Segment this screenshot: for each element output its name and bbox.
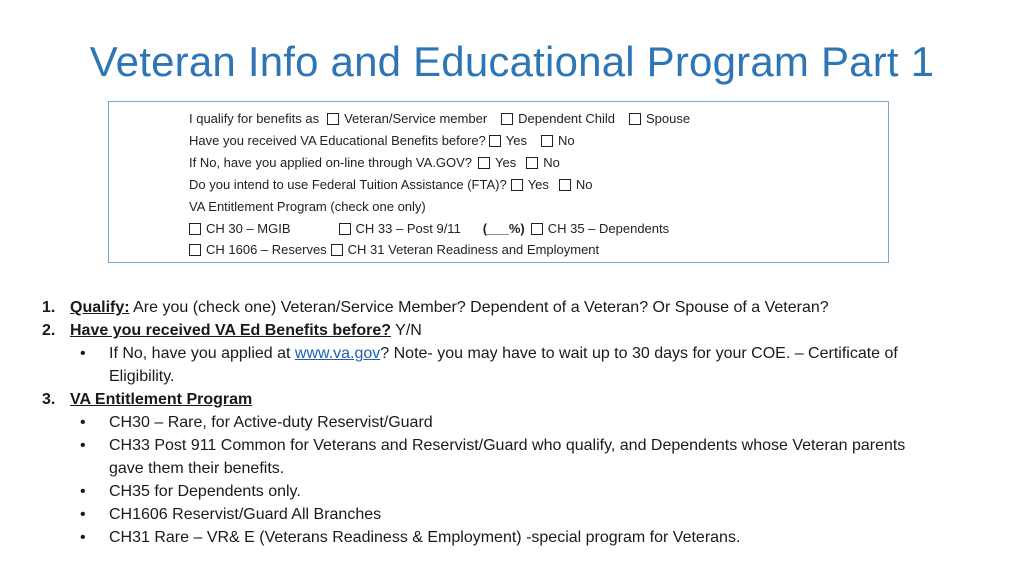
bullet-text-ch1606: CH1606 Reservist/Guard All Branches [109,506,382,523]
list-number: 3. [42,391,56,408]
list-item-qualify [42,296,1002,319]
checkbox-received-no[interactable] [541,135,553,147]
bullet-text-ch35: CH35 for Dependents only. [109,483,301,500]
list-heading-qualify: Qualify: [70,299,130,316]
checkbox-label-ch30: CH 30 – MGIB [206,221,291,236]
form-row-fta [189,177,593,192]
list-text-qualify: Are you (check one) Veteran/Service Member? Dependent of a Veteran? Or Spouse of a Veteran? [129,299,829,316]
percent-field: (___%) [482,221,525,236]
bullet-ch1606 [42,503,1002,526]
checkbox-ch33[interactable] [339,223,351,235]
list-heading-received: Have you received VA Ed Benefits before? [70,322,391,339]
bullet-icon: • [80,529,86,546]
list-number: 1. [42,299,56,316]
list-item-received [42,319,1002,342]
bullet-text-applied-post: ? Note- you may have to wait up to 30 days for your COE. – Certificate of [380,345,898,362]
checkbox-dependent[interactable] [501,113,513,125]
checkbox-label-applied-yes: Yes [495,155,517,170]
bullet-ch35 [42,480,1002,503]
bullet-ch33 [42,434,1002,480]
form-row-entitlement [189,199,426,214]
bullet-icon: • [80,345,86,362]
checkbox-ch35[interactable] [531,223,543,235]
bullet-applied [42,342,1002,388]
checkbox-label-spouse: Spouse [646,111,691,126]
checkbox-label-ch31: CH 31 Veteran Readiness and Employment [347,242,600,257]
checkbox-label-fta-yes: Yes [527,177,549,192]
page-title: Veteran Info and Educational Program Part 1 [89,38,935,85]
checkbox-fta-yes[interactable] [511,179,523,191]
checkbox-applied-no[interactable] [526,157,538,169]
checkbox-ch30[interactable] [189,223,201,235]
bullet-text-ch30: CH30 – Rare, for Active-duty Reservist/Guard [109,414,433,431]
form-row-chapters-1 [189,221,669,236]
list-number: 2. [42,322,56,339]
bullet-icon: • [80,506,86,523]
checkbox-label-ch33: CH 33 – Post 9/11 [355,221,461,236]
checkbox-label-received-yes: Yes [505,133,527,148]
va-gov-link[interactable]: www.va.gov [294,345,381,362]
list-heading-entitlement: VA Entitlement Program [70,391,253,408]
checkbox-label-ch1606: CH 1606 – Reserves [206,242,327,257]
checkbox-label-veteran: Veteran/Service member [344,111,488,126]
form-image [108,101,889,263]
bullet-text-applied-pre: If No, have you applied at [109,345,295,362]
bullet-icon: • [80,437,86,454]
checkbox-veteran[interactable] [327,113,339,125]
list-item-entitlement [42,388,1002,411]
checkbox-fta-no[interactable] [559,179,571,191]
bullet-ch31 [42,526,1002,549]
bullet-text-ch31: CH31 Rare – VR& E (Veterans Readiness & Employment) -special program for Veterans. [109,529,741,546]
checkbox-received-yes[interactable] [489,135,501,147]
form-row-received [189,133,575,148]
checkbox-ch31[interactable] [331,244,343,256]
form-label-fta: Do you intend to use Federal Tuition Assistance (FTA)? [189,177,507,192]
bullet-text-ch33-line2: gave them their benefits. [109,460,285,477]
form-row-qualify [189,111,690,126]
checkbox-label-received-no: No [558,133,575,148]
form-row-applied [189,155,560,170]
checkbox-ch1606[interactable] [189,244,201,256]
form-label-applied: If No, have you applied on-line through VA.GOV? [189,155,473,170]
bullet-icon: • [80,483,86,500]
form-label-entitlement: VA Entitlement Program (check one only) [189,199,426,214]
bullet-text-applied-line2: Eligibility. [109,368,175,385]
list-text-received: Y/N [391,322,422,339]
notes-list [42,296,1002,549]
form-label-qualify: I qualify for benefits as [189,111,320,126]
form-label-received: Have you received VA Educational Benefits before? [189,133,486,148]
checkbox-spouse[interactable] [629,113,641,125]
bullet-icon: • [80,414,86,431]
checkbox-label-fta-no: No [575,177,593,192]
form-row-chapters-2 [189,242,599,257]
bullet-ch30 [42,411,1002,434]
checkbox-label-applied-no: No [543,155,560,170]
checkbox-label-ch35: CH 35 – Dependents [547,221,670,236]
checkbox-label-dependent: Dependent Child [518,111,616,126]
checkbox-applied-yes[interactable] [478,157,490,169]
bullet-text-ch33: CH33 Post 911 Common for Veterans and Reservist/Guard who qualify, and Dependents whose Veteran parents [109,437,906,454]
